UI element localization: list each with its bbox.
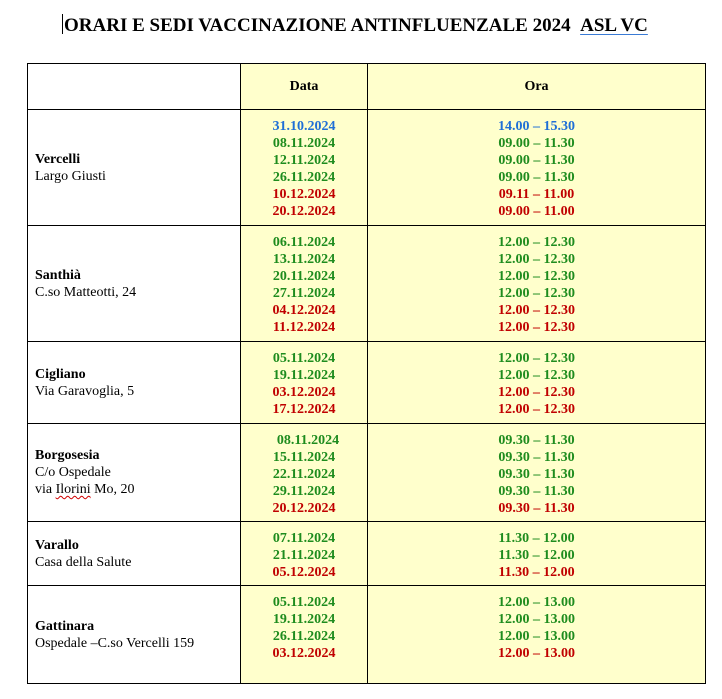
- time-entry: 12.00 – 13.00: [498, 612, 575, 627]
- date-entry: 13.11.2024: [272, 252, 336, 267]
- time-entry: 09.00 – 11.00: [498, 204, 575, 219]
- location-name: Santhià: [35, 267, 81, 283]
- vaccination-schedule-table: [27, 63, 706, 684]
- time-entry: 09.30 – 11.30: [498, 467, 575, 482]
- title-main: ORARI E SEDI VACCINAZIONE ANTINFLUENZALE 2024: [64, 15, 571, 36]
- header-location: [28, 64, 241, 110]
- time-entry: 12.00 – 12.30: [498, 235, 575, 250]
- date-entry: 11.12.2024: [272, 320, 336, 335]
- location-address: Via Garavoglia, 5: [35, 383, 135, 399]
- time-entry: 12.00 – 13.00: [498, 629, 575, 644]
- dates-cell: [241, 342, 368, 424]
- date-entry: 05.12.2024: [272, 565, 336, 580]
- header-date: Data: [241, 64, 368, 110]
- date-entry: 15.11.2024: [272, 450, 336, 465]
- time-entry: 09.30 – 11.30: [498, 501, 575, 516]
- date-entry: 20.11.2024: [272, 269, 336, 284]
- location-cell: [28, 110, 241, 226]
- location-cell: [28, 424, 241, 522]
- text-cursor: [62, 14, 63, 34]
- location-name: Gattinara: [35, 618, 95, 634]
- header-time: Ora: [368, 64, 706, 110]
- times-cell: [368, 424, 706, 522]
- date-entry: 20.12.2024: [272, 204, 336, 219]
- time-entry: 14.00 – 15.30: [498, 119, 575, 134]
- date-entry: 04.12.2024: [272, 303, 336, 318]
- location-address: Ospedale –C.so Vercelli 159: [35, 635, 195, 651]
- date-entry: 08.11.2024: [272, 136, 336, 151]
- time-entry: 12.00 – 12.30: [498, 269, 575, 284]
- time-entry: 09.00 – 11.30: [498, 136, 575, 151]
- date-entry: 27.11.2024: [272, 286, 336, 301]
- date-entry: 26.11.2024: [272, 170, 336, 185]
- location-cell: [28, 342, 241, 424]
- time-entry: 09.30 – 11.30: [498, 433, 575, 448]
- time-entry: 12.00 – 12.30: [498, 303, 575, 318]
- table-row: [28, 110, 706, 226]
- date-entry: 03.12.2024: [272, 385, 336, 400]
- table-row: [28, 226, 706, 342]
- date-entry: 19.11.2024: [272, 368, 336, 383]
- times-cell: [368, 522, 706, 586]
- location-name: Cigliano: [35, 366, 86, 382]
- date-entry: 12.11.2024: [272, 153, 336, 168]
- location-address: Casa della Salute: [35, 554, 132, 570]
- location-cell: [28, 226, 241, 342]
- table-row: [28, 342, 706, 424]
- time-entry: 11.30 – 12.00: [498, 531, 575, 546]
- date-entry: 06.11.2024: [272, 235, 336, 250]
- spellcheck-word: Ilorini: [55, 482, 91, 497]
- date-entry: 20.12.2024: [272, 501, 336, 516]
- date-entry: 07.11.2024: [272, 531, 336, 546]
- date-entry: 22.11.2024: [272, 467, 336, 482]
- time-entry: 11.30 – 12.00: [498, 548, 575, 563]
- document-title: [62, 14, 648, 37]
- time-entry: 12.00 – 12.30: [498, 368, 575, 383]
- schedule-body: [28, 110, 706, 684]
- date-entry: 29.11.2024: [272, 484, 336, 499]
- time-entry: 12.00 – 12.30: [498, 351, 575, 366]
- dates-cell: [241, 424, 368, 522]
- date-entry: 03.12.2024: [272, 646, 336, 661]
- time-entry: 09.00 – 11.30: [498, 153, 575, 168]
- times-cell: [368, 342, 706, 424]
- time-entry: 12.00 – 12.30: [498, 402, 575, 417]
- dates-cell: [241, 522, 368, 586]
- time-entry: 12.00 – 13.00: [498, 646, 575, 661]
- time-entry: 09.00 – 11.30: [498, 170, 575, 185]
- header-row: [28, 64, 706, 110]
- date-entry: 05.11.2024: [272, 595, 336, 610]
- date-entry: 10.12.2024: [272, 187, 336, 202]
- date-entry: 17.12.2024: [272, 402, 336, 417]
- time-entry: 12.00 – 13.00: [498, 595, 575, 610]
- title-suffix: ASL VC: [580, 15, 648, 36]
- time-entry: 12.00 – 12.30: [498, 252, 575, 267]
- location-address: via Ilorini Mo, 20: [35, 482, 135, 497]
- date-entry: 08.11.2024: [276, 433, 340, 448]
- location-address: C.so Matteotti, 24: [35, 284, 137, 300]
- date-entry: 05.11.2024: [272, 351, 336, 366]
- dates-cell: [241, 110, 368, 226]
- time-entry: 09.30 – 11.30: [498, 450, 575, 465]
- location-cell: [28, 522, 241, 586]
- time-entry: 11.30 – 12.00: [498, 565, 575, 580]
- location-name: Varallo: [35, 537, 79, 553]
- date-entry: 31.10.2024: [272, 119, 336, 134]
- time-entry: 12.00 – 12.30: [498, 385, 575, 400]
- table-row: [28, 424, 706, 522]
- time-entry: 12.00 – 12.30: [498, 286, 575, 301]
- location-address: Largo Giusti: [35, 168, 106, 184]
- location-name: Borgosesia: [35, 448, 100, 463]
- date-entry: 26.11.2024: [272, 629, 336, 644]
- table-row: [28, 586, 706, 684]
- times-cell: [368, 586, 706, 684]
- location-name: Vercelli: [35, 151, 81, 167]
- time-entry: 12.00 – 12.30: [498, 320, 575, 335]
- location-address: C/o Ospedale: [35, 465, 111, 480]
- times-cell: [368, 226, 706, 342]
- date-entry: 19.11.2024: [272, 612, 336, 627]
- dates-cell: [241, 586, 368, 684]
- dates-cell: [241, 226, 368, 342]
- location-cell: [28, 586, 241, 684]
- table-row: [28, 522, 706, 586]
- date-entry: 21.11.2024: [272, 548, 336, 563]
- times-cell: [368, 110, 706, 226]
- time-entry: 09.30 – 11.30: [498, 484, 575, 499]
- time-entry: 09.11 – 11.00: [498, 187, 575, 202]
